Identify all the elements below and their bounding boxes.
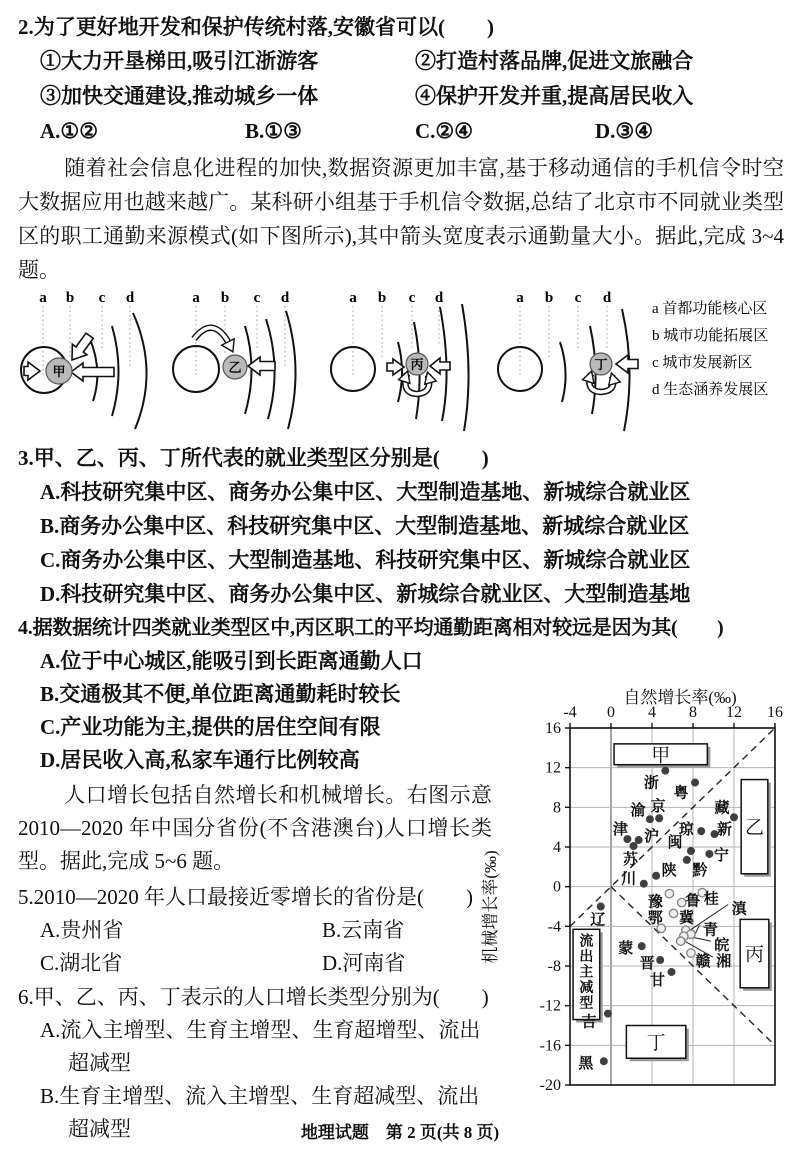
- province-label: 藏: [714, 800, 730, 817]
- zone-letter: a: [516, 290, 524, 306]
- q3-option-b: B.商务办公集中区、科技研究集中区、大型制造基地、新城综合就业区: [40, 514, 690, 538]
- commute-pattern-diagram: [18, 289, 784, 441]
- province-point: [667, 968, 675, 976]
- y-tick-label: -20: [539, 1077, 561, 1094]
- q2-option-c: C.②④: [415, 119, 474, 143]
- region-label: 流出主减型: [579, 934, 594, 1012]
- y-tick-label: 0: [553, 878, 561, 896]
- province-label: 渝: [630, 803, 646, 820]
- y-tick-label: 12: [545, 759, 561, 777]
- province-point: [638, 942, 646, 950]
- province-label: 闽: [667, 834, 683, 851]
- legend-item: a 首都功能核心区: [652, 301, 768, 317]
- zone-letter: b: [544, 290, 554, 306]
- y-tick-label: -12: [539, 997, 561, 1015]
- zone-letter: d: [125, 290, 135, 306]
- q6-stem: 6.甲、乙、丙、丁表示的人口增长类型分别为( ): [18, 985, 489, 1009]
- province-label: 桂: [703, 891, 719, 908]
- q2-option-d: D.③④: [595, 119, 654, 143]
- zone-guide-lines: [43, 306, 607, 377]
- province-label: 青: [702, 922, 718, 939]
- panel-label: 乙: [228, 360, 242, 375]
- population-growth-scatter-chart: [480, 683, 800, 1103]
- q5-stem: 5.2010—2020 年人口最接近零增长的省份是( ): [18, 885, 473, 909]
- q3-options: [40, 475, 784, 611]
- region-label: 乙: [744, 817, 765, 839]
- province-point: [630, 842, 638, 850]
- q3-option-d: D.科技研究集中区、商务办公集中区、新城综合就业区、大型制造基地: [40, 582, 691, 606]
- province-label: 鄂: [647, 910, 663, 927]
- province-point: [661, 767, 669, 775]
- y-tick-label: 8: [553, 799, 561, 817]
- province-label: 粤: [673, 785, 689, 802]
- zone-letter: a: [349, 290, 357, 306]
- q2-item-4: ④保护开发并重,提高居民收入: [415, 84, 694, 108]
- q2-item-1: ①大力开垦梯田,吸引江浙游客: [40, 49, 319, 73]
- province-point: [691, 779, 699, 787]
- province-point: [669, 909, 677, 917]
- province-label: 湘: [716, 954, 732, 971]
- x-tick-label: 0: [607, 704, 615, 721]
- y-tick-label: -16: [539, 1037, 561, 1055]
- province-label: 浙: [643, 775, 659, 792]
- panel-ding: [498, 309, 638, 431]
- y-tick-label: -4: [547, 918, 561, 936]
- province-label: 黑: [578, 1056, 594, 1073]
- province-point: [597, 903, 605, 911]
- panel-yi: [173, 311, 296, 429]
- q2-item-2: ②打造村落品牌,促进文旅融合: [415, 49, 694, 73]
- province-point: [600, 1057, 608, 1065]
- province-point: [730, 813, 738, 821]
- province-point: [656, 956, 664, 964]
- q6-option-b: B.生育主增型、流入主增型、生育超减型、流出超减型: [40, 1084, 480, 1141]
- province-label: 皖: [714, 938, 730, 955]
- province-label: 甘: [649, 972, 665, 989]
- x-axis-title: 自然增长率(‰): [623, 688, 737, 707]
- province-label: 滇: [731, 901, 747, 918]
- zone-letter: c: [574, 290, 582, 306]
- province-point: [604, 1010, 612, 1018]
- y-tick-label: 4: [553, 839, 561, 856]
- x-tick-label: 16: [767, 704, 783, 721]
- arrow-right-icon: [24, 362, 40, 380]
- province-point: [683, 856, 691, 864]
- q4-stem: 4.据数据统计四类就业类型区中,丙区职工的平均通勤距离相对较远是因为其( ): [18, 617, 724, 639]
- q2-item-3: ③加快交通建设,推动城乡一体: [40, 84, 319, 108]
- q2-stem: 2.为了更好地开发和保护传统村落,安徽省可以( ): [18, 15, 494, 39]
- panel-bing: [331, 304, 469, 431]
- q4-option-a: A.位于中心城区,能吸引到长距离通勤人口: [40, 649, 423, 673]
- province-point: [677, 937, 685, 945]
- q5-options: [40, 914, 492, 980]
- q5-option-a: A.贵州省: [40, 918, 124, 942]
- zone-letter: d: [434, 290, 444, 306]
- province-label: 川: [621, 871, 637, 888]
- x-tick-label: 12: [726, 704, 742, 721]
- province-label: 津: [612, 822, 628, 839]
- province-point: [687, 847, 695, 855]
- q4-option-b: B.交通极其不便,单位距离通勤耗时较长: [40, 682, 401, 706]
- zone-letter: b: [65, 290, 75, 306]
- province-point: [665, 889, 673, 897]
- province-label: 沪: [644, 829, 660, 846]
- q4-option-c: C.产业功能为主,提供的居住空间有限: [40, 715, 381, 739]
- diagram-legend: [652, 299, 768, 398]
- panel-label: 丁: [594, 357, 608, 372]
- province-label: 陕: [661, 862, 677, 879]
- q2-option-a: A.①②: [40, 119, 99, 143]
- y-axis-title: 机械增长率(‰): [481, 850, 500, 964]
- province-point: [652, 872, 660, 880]
- passage-population: 人口增长包括自然增长和机械增长。右图示意 2010—2020 年中国分省份(不含港澳台)人口增长类型。据此,完成 5~6 题。: [18, 783, 492, 873]
- province-point: [655, 814, 663, 822]
- q2-items: [40, 44, 784, 114]
- q3-option-c: C.商务办公集中区、大型制造基地、科技研究集中区、新城综合就业区: [40, 548, 691, 572]
- q4-option-d: D.居民收入高,私家车通行比例较高: [40, 748, 360, 772]
- q4-options: [40, 645, 492, 777]
- zone-letter: c: [408, 290, 416, 306]
- zone-letter: a: [192, 290, 200, 306]
- passage-commuting: 随着社会信息化进程的加快,数据资源更加丰富,基于移动通信的手机信令时空大数据应用也越来越广。某科研小组基于手机信令数据,总结了北京市不同就业类型区的职工通勤来源模式(如下图所示),其中箭头宽度表示通勤量大小。据此,完成 3~4 题。: [18, 156, 784, 282]
- zone-letter: c: [98, 290, 106, 306]
- q2-options: [40, 114, 784, 149]
- arrow-left-icon: [71, 363, 114, 381]
- province-point: [697, 827, 705, 835]
- y-tick-label: 16: [545, 720, 561, 737]
- q2-option-b: B.①③: [245, 119, 302, 143]
- region-label: 甲: [651, 745, 671, 767]
- y-tick-label: -8: [547, 958, 561, 975]
- province-label: 京: [650, 799, 666, 816]
- q5-option-d: D.河南省: [322, 951, 406, 975]
- province-label: 豫: [647, 894, 663, 911]
- panel-label: 丙: [410, 357, 424, 372]
- province-label: 辽: [590, 912, 606, 929]
- q5-option-b: B.云南省: [322, 918, 405, 942]
- arrow-left-icon: [616, 355, 638, 373]
- zone-letter: b: [377, 290, 387, 306]
- zone-letter: b: [220, 290, 230, 306]
- province-label: 赣: [695, 954, 711, 971]
- province-point: [687, 949, 695, 957]
- region-label: 丁: [646, 1032, 666, 1054]
- province-label: 黔: [692, 862, 708, 879]
- zone-letters: [39, 290, 612, 306]
- zone-letter: d: [602, 290, 612, 306]
- province-label: 蒙: [618, 941, 634, 958]
- panel-label: 甲: [52, 364, 66, 379]
- zone-letter: d: [280, 290, 290, 306]
- province-label: 晋: [639, 956, 655, 973]
- legend-item: c 城市发展新区: [652, 355, 753, 371]
- province-label: 宁: [713, 847, 729, 864]
- loop-arrow-head-icon: [606, 371, 621, 385]
- province-label: 鲁: [685, 893, 701, 910]
- q5-option-c: C.湖北省: [40, 951, 123, 975]
- region-label: 丙: [744, 944, 765, 966]
- province-label: 琼: [678, 822, 694, 839]
- legend-item: d 生态涵养发展区: [652, 382, 769, 398]
- x-tick-label: 8: [689, 704, 697, 721]
- left-column: [18, 645, 492, 1146]
- province-label: 苏: [623, 852, 639, 869]
- page-footer: 地理试题 第 2 页(共 8 页): [300, 1123, 500, 1142]
- x-tick-label: -4: [563, 704, 577, 721]
- x-tick-label: 4: [648, 704, 656, 721]
- province-label: 新: [717, 822, 733, 839]
- province-label: 冀: [679, 910, 695, 927]
- q3-stem: 3.甲、乙、丙、丁所代表的就业类型区分别是( ): [18, 446, 489, 470]
- q6-option-a: A.流入主增型、生育主增型、生育超增型、流出超减型: [40, 1018, 481, 1075]
- panel-jia: [21, 313, 147, 429]
- legend-item: b 城市功能拓展区: [652, 328, 769, 344]
- province-point: [646, 815, 654, 823]
- province-point: [705, 850, 713, 858]
- zone-letter: a: [39, 290, 47, 306]
- q3-option-a: A.科技研究集中区、商务办公集中区、大型制造基地、新城综合就业区: [40, 480, 691, 504]
- zone-letter: c: [253, 290, 261, 306]
- province-point: [640, 880, 648, 888]
- province-label: 吉: [581, 1014, 597, 1031]
